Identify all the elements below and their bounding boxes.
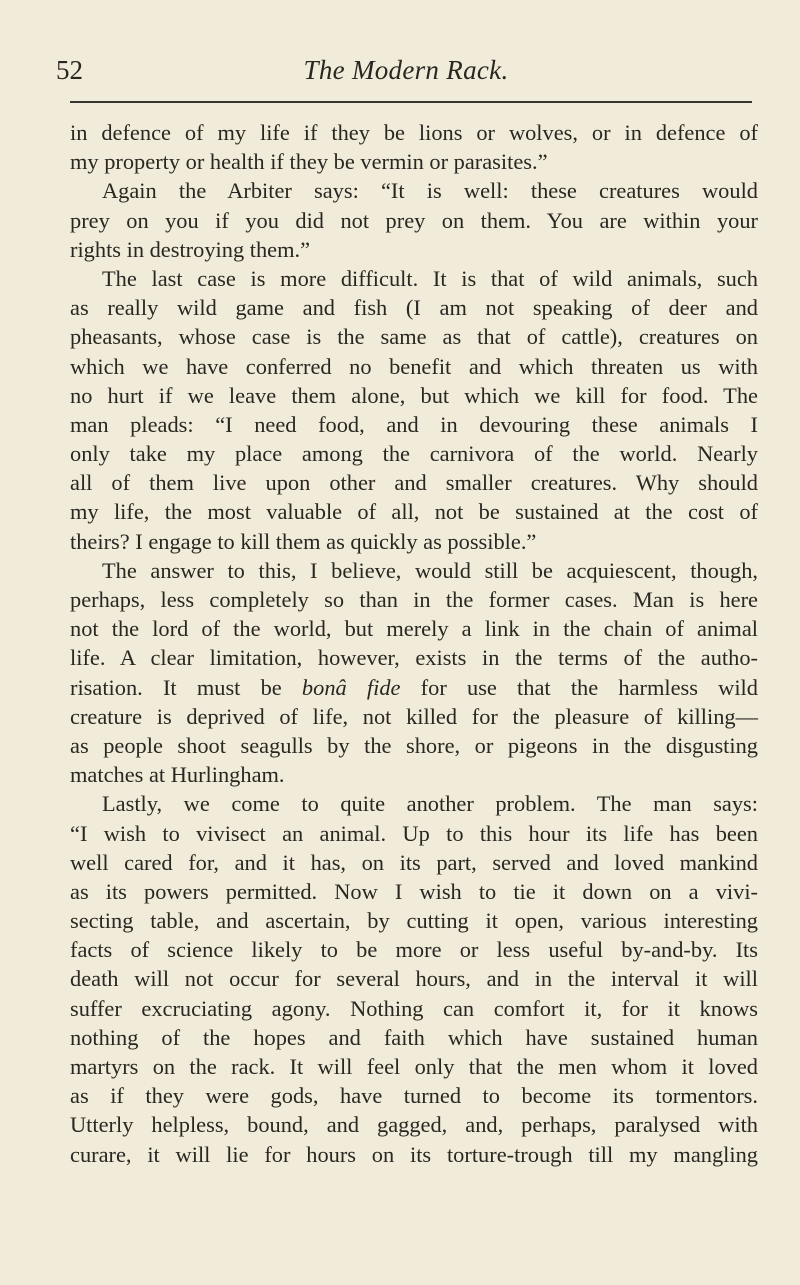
text-line: facts of science likely to be more or less useful by-and-by. Its <box>70 937 758 963</box>
text-line: my life, the most valuable of all, not be sustained at the cost of <box>70 499 758 525</box>
running-title: The Modern Rack. <box>303 55 509 85</box>
text-line: prey on you if you did not prey on them. You are within your <box>70 207 758 233</box>
text-line: nothing of the hopes and faith which have sustained human <box>70 1024 758 1050</box>
text-line: as if they were gods, have turned to become its tormentors. <box>70 1083 758 1109</box>
text-line: Lastly, we come to quite another problem. The man says: <box>102 791 758 817</box>
text-line: life. A clear limitation, however, exists in the terms of the autho- <box>70 645 758 671</box>
page-number: 52 <box>56 55 83 85</box>
text-fragment: for use that the harmless wild <box>400 674 758 700</box>
text-line: creature is deprived of life, not killed for the pleasure of killing— <box>70 703 758 729</box>
text-fragment: risation. It must be <box>70 674 302 700</box>
text-line: which we have conferred no benefit and which threaten us with <box>70 353 758 379</box>
text-line: not the lord of the world, but merely a link in the chain of animal <box>70 616 758 642</box>
text-line: as people shoot seagulls by the shore, or pigeons in the disgusting <box>70 732 758 758</box>
running-head <box>56 50 756 90</box>
text-line <box>70 673 758 702</box>
italic-phrase: bonâ fide <box>301 674 401 700</box>
text-line: all of them live upon other and smaller creatures. Why should <box>70 470 758 496</box>
text-line: rights in destroying them.” <box>70 236 311 262</box>
text-line: matches at Hurlingham. <box>70 762 285 788</box>
text-line: secting table, and ascertain, by cutting it open, various interesting <box>70 908 758 934</box>
text-line: well cared for, and it has, on its part, served and loved mankind <box>70 849 758 875</box>
text-line: martyrs on the rack. It will feel only that the men whom it loved <box>70 1054 758 1079</box>
header-rule <box>70 101 752 103</box>
text-line: in defence of my life if they be lions or wolves, or in defence of <box>70 120 758 145</box>
text-line: no hurt if we leave them alone, but which we kill for food. The <box>70 382 758 408</box>
text-line: The answer to this, I believe, would still be acquiescent, though, <box>102 557 758 583</box>
text-line: my property or health if they be vermin or parasites.” <box>70 149 548 175</box>
text-line: suffer excruciating agony. Nothing can comfort it, for it knows <box>70 995 758 1021</box>
text-line: theirs? I engage to kill them as quickly as possible.” <box>70 528 537 554</box>
text-line: pheasants, whose case is the same as that of cattle), creatures on <box>70 324 758 350</box>
body-text <box>70 118 758 1169</box>
text-line: perhaps, less completely so than in the former cases. Man is here <box>70 587 758 612</box>
text-line: Again the Arbiter says: “It is well: these creatures would <box>102 178 758 204</box>
text-line: Utterly helpless, bound, and gagged, and, perhaps, paralysed with <box>70 1112 758 1138</box>
text-line: The last case is more difficult. It is that of wild animals, such <box>102 265 758 291</box>
text-line: curare, it will lie for hours on its torture-trough till my mangling <box>70 1141 758 1167</box>
text-line: as its powers permitted. Now I wish to tie it down on a vivi- <box>70 878 758 904</box>
text-line: death will not occur for several hours, and in the interval it will <box>70 966 758 992</box>
text-line: “I wish to vivisect an animal. Up to this hour its life has been <box>70 820 758 846</box>
text-line: as really wild game and fish (I am not speaking of deer and <box>70 295 758 321</box>
text-line: man pleads: “I need food, and in devouring these animals I <box>70 411 758 437</box>
text-line: only take my place among the carnivora of the world. Nearly <box>70 441 758 467</box>
